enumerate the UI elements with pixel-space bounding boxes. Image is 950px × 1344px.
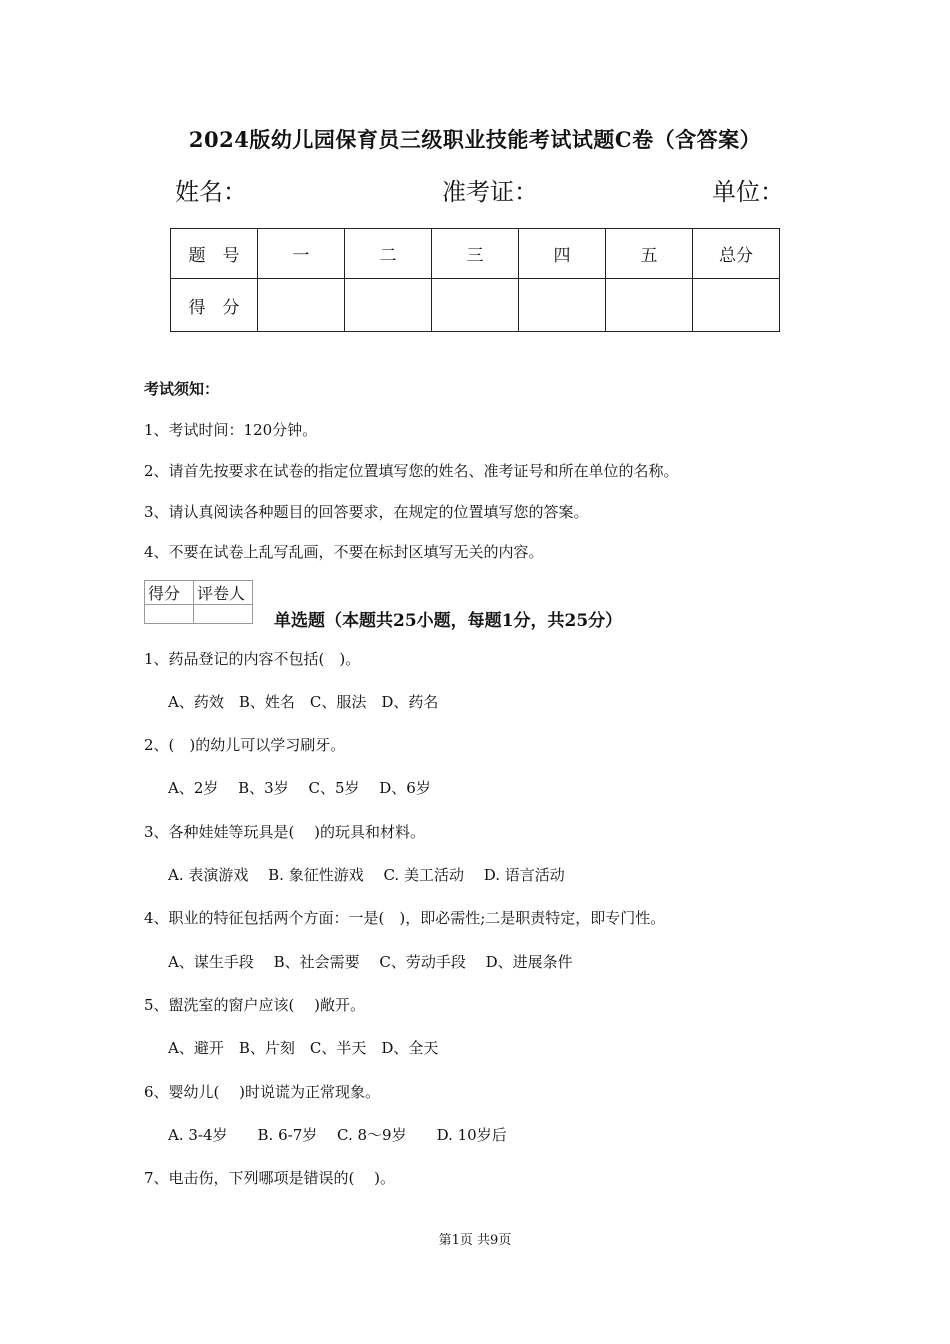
score-table-header: 五 [606,229,693,279]
question-options: A、药效 B、姓名 C、服法 D、药名 [168,693,439,711]
grader-box-header-row [145,581,253,605]
question-text: 4、职业的特征包括两个方面：一是( )，即必需性;二是职责特定，即专门性。 [144,909,666,927]
notice-heading: 考试须知： [144,380,220,398]
score-cell [519,279,606,332]
notice-item: 4、不要在试卷上乱写乱画，不要在标封区填写无关的内容。 [144,543,544,561]
question-text: 1、药品登记的内容不包括( )。 [144,650,361,668]
score-table-header: 二 [345,229,432,279]
grader-name-cell [194,605,253,624]
question-text: 7、电击伤，下列哪项是错误的( )。 [144,1169,396,1187]
score-table-header: 题 号 [171,229,258,279]
name-field-label: 姓名： [175,178,247,206]
question-options: A、谋生手段 B、社会需要 C、劳动手段 D、进展条件 [168,953,573,971]
question-text: 2、( )的幼儿可以学习刷牙。 [144,736,346,754]
score-cell [258,279,345,332]
score-cell [606,279,693,332]
notice-item: 3、请认真阅读各种题目的回答要求，在规定的位置填写您的答案。 [144,503,589,521]
grader-name-label: 评卷人 [194,581,253,605]
score-table-header-row [171,229,780,279]
page-footer: 第1页 共9页 [438,1233,512,1248]
score-table-header: 四 [519,229,606,279]
question-options: A、2岁 B、3岁 C、5岁 D、6岁 [168,779,431,797]
question-text: 3、各种娃娃等玩具是( )的玩具和材料。 [144,823,426,841]
score-table-header: 总分 [693,229,780,279]
score-row-label: 得 分 [171,279,258,332]
question-options: A. 3-4岁 B. 6-7岁 C. 8～9岁 D. 10岁后 [168,1126,507,1144]
score-table-score-row [171,279,780,332]
score-cell [432,279,519,332]
grader-box-blank-row [145,605,253,624]
unit-field-label: 单位： [712,178,784,206]
score-cell [345,279,432,332]
score-cell [693,279,780,332]
score-table [170,228,780,332]
score-table-header: 三 [432,229,519,279]
section-title: 单选题（本题共25小题，每题1分，共25分） [274,611,623,631]
question-text: 5、盥洗室的窗户应该( )敞开。 [144,996,366,1014]
notice-item: 2、请首先按要求在试卷的指定位置填写您的姓名、准考证号和所在单位的名称。 [144,462,679,480]
question-options: A. 表演游戏 B. 象征性游戏 C. 美工活动 D. 语言活动 [168,866,565,884]
question-text: 6、婴幼儿( )时说谎为正常现象。 [144,1083,381,1101]
grader-score-label: 得分 [145,581,194,605]
document-title: 2024版幼儿园保育员三级职业技能考试试题C卷（含答案） [188,127,762,152]
score-table-header: 一 [258,229,345,279]
exam-id-field-label: 准考证： [442,178,538,206]
grader-score-cell [145,605,194,624]
grader-box [144,580,253,624]
notice-item: 1、考试时间：120分钟。 [144,421,318,439]
question-options: A、避开 B、片刻 C、半天 D、全天 [168,1039,439,1057]
